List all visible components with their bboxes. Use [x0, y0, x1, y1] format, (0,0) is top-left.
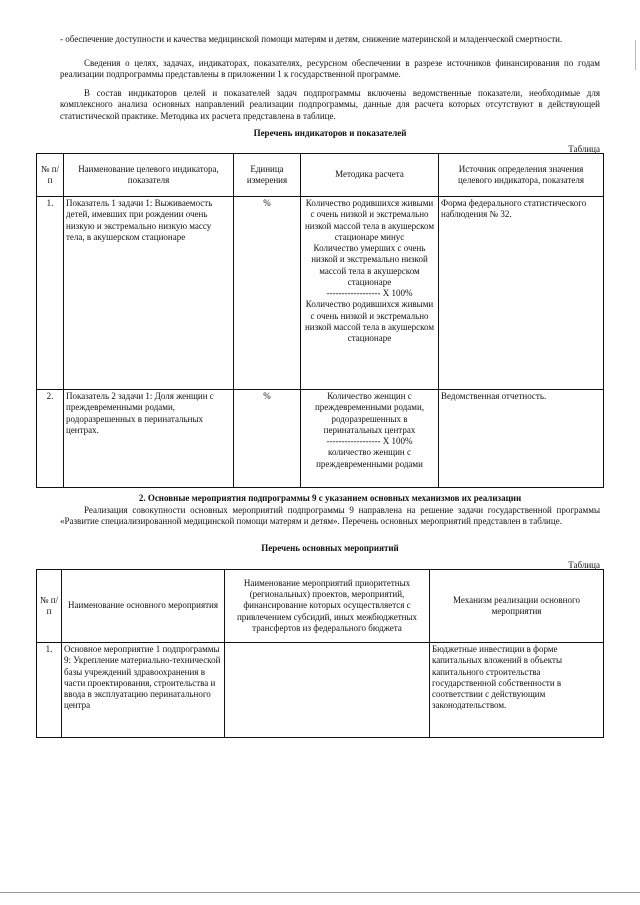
- table-row: [37, 390, 604, 488]
- row-projects: [225, 643, 430, 738]
- header-source: Источник определения значения целевого индикатора, показателя: [439, 154, 604, 197]
- method-line: Количество умерших с очень низкой и экстремально низкой массой тела в акушерском стационаре: [311, 243, 428, 287]
- method-line: Количество женщин с преждевременными родами, родоразрешенных в перинатальных центрах: [314, 391, 425, 435]
- indicators-table: [36, 153, 604, 488]
- row-num: 1.: [37, 197, 64, 390]
- table-row: [37, 197, 604, 390]
- measures-title: Перечень основных мероприятий: [261, 543, 399, 553]
- header-name: Наименование целевого индикатора, показателя: [64, 154, 234, 197]
- header-num: № п/п: [37, 154, 64, 197]
- paragraph-indicators: В состав индикаторов целей и показателей задач подпрограммы включены ведомственные показатели, необходимые для комплексного анализа основных направлений реализации подпрограммы, данные для расчета которых отсутствуют в действующей статистической практике. Методика их расчета представлена в таблице.: [60, 88, 600, 121]
- table-row: [37, 643, 604, 738]
- paragraph-info: Сведения о целях, задачах, индикаторах, показателях, ресурсном обеспечении в разрезе источников финансирования по годам реализации подпрограммы представлены в приложении 1 к государственной программе.: [60, 58, 600, 80]
- method-line: Количество родившихся живыми с очень низкой и экстремально низкой массой тела в акушерском стационаре минус: [304, 198, 435, 242]
- header-num: № п/п: [37, 570, 62, 643]
- header-unit: Единица измерения: [234, 154, 301, 197]
- row-mechanism: Бюджетные инвестиции в форме капитальных вложений в объекты капитального строительства государственной собственности в соответствии с действующим законодательством.: [430, 643, 604, 738]
- paragraph-measures: Реализация совокупности основных мероприятий подпрограммы 9 направлена на решение задачи государственной программы «Развитие специализированной медицинской помощи матерям и детям». Перечень основных мероприятий представлен в таблице.: [60, 505, 600, 527]
- table-header-row: [37, 154, 604, 197]
- method-line: количество женщин с преждевременными родами: [316, 447, 423, 469]
- row-method: [301, 390, 439, 488]
- table-label: Таблица: [568, 560, 600, 570]
- header-method: Методика расчета: [301, 154, 439, 197]
- measures-table: [36, 569, 604, 738]
- row-source: Ведомственная отчетность.: [439, 390, 604, 488]
- row-name: Основное мероприятие 1 подпрограммы 9: Укрепление материально-технической базы учреждений здравоохранения в части проектирования, строительства и ввода в эксплуатацию перинатального центра: [62, 643, 225, 738]
- row-name: Показатель 2 задачи 1: Доля женщин с преждевременными родами, родоразрешенных в перинатальных центрах.: [64, 390, 234, 488]
- row-num: 2.: [37, 390, 64, 488]
- method-line: Количество родившихся живыми с очень низкой и экстремально низкой массой тела в акушерском стационаре: [304, 299, 435, 343]
- row-source: Форма федерального статистического наблюдения № 32.: [439, 197, 604, 390]
- scan-bottom-line: [0, 892, 640, 893]
- method-line: ------------------ Х 100%: [326, 436, 413, 446]
- row-method: [301, 197, 439, 390]
- header-mechanism: Механизм реализации основного мероприятия: [430, 570, 604, 643]
- scan-edge-mark: [635, 40, 636, 70]
- section-title: 2. Основные мероприятия подпрограммы 9 с указанием основных механизмов их реализации: [138, 493, 522, 503]
- paragraph-goals: - обеспечение доступности и качества медицинской помощи матерям и детям, снижение материнской и младенческой смертности.: [60, 34, 563, 44]
- method-line: ------------------ Х 100%: [326, 288, 413, 298]
- indicators-title: Перечень индикаторов и показателей: [253, 128, 407, 138]
- table-header-row: [37, 570, 604, 643]
- row-unit: %: [234, 197, 301, 390]
- header-name: Наименование основного мероприятия: [62, 570, 225, 643]
- row-name: Показатель 1 задачи 1: Выживаемость детей, имевших при рождении очень низкую и экстремально низкую массу тела, в акушерском стационаре: [64, 197, 234, 390]
- table-label: Таблица: [568, 144, 600, 154]
- header-projects: Наименование мероприятий приоритетных (региональных) проектов, мероприятий, финансирование которых осуществляется с привлечением субсидий, иных межбюджетных трансфертов из федерального бюджета: [225, 570, 430, 643]
- row-num: 1.: [37, 643, 62, 738]
- row-unit: %: [234, 390, 301, 488]
